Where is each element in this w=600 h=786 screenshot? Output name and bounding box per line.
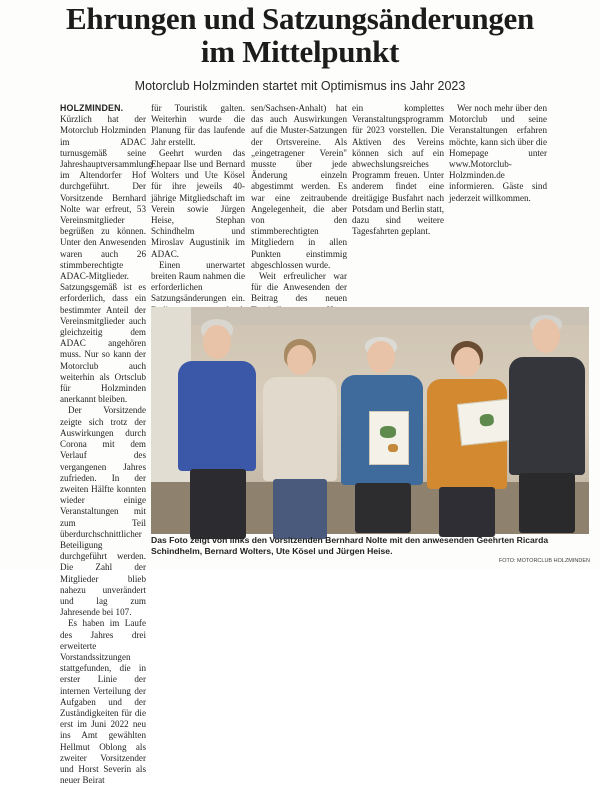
column-4	[352, 103, 444, 303]
column-5	[449, 103, 547, 303]
column-3-para-2: Weit erfreulicher war für die Anwesenden der Beitrag des neuen	[251, 271, 347, 304]
certificate-1	[369, 411, 409, 465]
subheadline: Motorclub Holzminden startet mit Optimismus ins Jahr 2023	[134, 79, 466, 93]
column-1	[60, 103, 153, 786]
column-3	[251, 103, 347, 303]
column-2-para-2: Geehrt wurden das Ehepaar Ilse und Bernard Wolters und Ute Kösel für ihre jeweils 40-jährige Mitgliedschaft im Verein sowie Jürgen Heise, Stephan Schindhelm und Miroslav Augustinik im ADAC.	[151, 147, 245, 259]
column-1-text-1: Kürzlich hat der Motorclub Holzminden im ADAC turnusgemäß seine Jahreshauptversammlung im Altendorfer Hof durchgeführt. Der Vorsitzende Bernhard Nolte war erfreut, 53 Vereinsmitglieder begrüßen zu können. Unter den Anwesenden waren auch 26 stimmberechtigte ADAC-Mitglieder. Satzungsgemäß ist es erforderlich, dass ein bestimmter Anteil der Vereinsmitglieder auch gleichzeitig dem ADAC angehören muss. Nur so kann der Motorclub auch weiterhin als Ortsclub für Holzminden anerkannt bleiben.	[60, 114, 153, 405]
headline-line-2: im Mittelpunkt	[200, 34, 400, 69]
column-2	[151, 103, 245, 303]
column-1-para-1	[60, 103, 153, 405]
column-4-para-1: ein komplettes Veranstaltungsprogramm für 2023 vorstellen. Die Aktiven des Vereins können sich auf ein abwechslungsreiches Programm freuen. Unter anderem findet eine dreitägige Busfahrt nach Potsdam und Berlin statt, dazu sind weitere Tagesfahrten geplant.	[352, 103, 444, 237]
headline	[0, 2, 600, 68]
column-2-para-3: Einen unerwartet breiten Raum nahmen die erforderlichen Satzungsänderungen ein.	[151, 259, 245, 304]
group-photo	[151, 307, 589, 534]
column-3-para-1: sen/Sachsen-Anhalt) hat das auch Auswirkungen auf die Muster-Satzungen der Ortsvereine. Als „eingetragener Verein" musste über jede Änderung einzeln abgestimmt werden. Es war eine zeitraubende Angelegenheit, die aber von den stimmberechtigten Mitgliedern in allen Punkten einstimmig abgeschlossen wurde.	[251, 103, 347, 270]
photo-caption: Das Foto zeigt von links den Vorsitzenden Bernhard Nolte mit den anwesenden Geehrten Ricarda Schindhelm, Bernard Wolters, Ute Kösel und Jürgen Heise.	[151, 535, 549, 556]
column-2-para-1: für Touristik galten. Weiterhin wurde die Planung für das laufende Jahr erstellt.	[151, 103, 245, 147]
column-1-para-3: Es haben im Laufe des Jahres drei erweiterte Vorstandssitzungen stattgefunden, die in erster Linie der internen Verteilung der Aufgaben und der Zuständigkeiten für die erst im Juni 2022 neu ins Amt gewählten Hellmut Oblong als zweiter Vorsitzender und Horst Severin als neuer Beirat	[60, 618, 146, 786]
column-1-para-2: Der Vorsitzende zeigte sich trotz der Auswirkungen durch Corona mit dem Verlauf des vergangenen Jahres zufrieden. In der zweiten Hälfte konnten wieder einige Veranstaltungen mit zum Teil überdurchschnittlicher Beteiligung durchgeführt werden. Die Zahl der Mitglieder blieb nahezu unverändert und lag zum Jahresende bei 107.	[60, 405, 146, 618]
photo-credit: FOTO: MOTORCLUB HOLZMINDEN	[498, 558, 590, 564]
dateline: HOLZMINDEN.	[60, 103, 124, 113]
column-5-para-2: Wer noch mehr über den Motorclub und seine Veranstaltungen erfahren möchte, kann sich über die Homepage unter www.Motorclub-Holzminden.de informieren. Gäste sind jederzeit willkommen.	[449, 103, 547, 203]
headline-line-1: Ehrungen und Satzungsänderungen	[66, 1, 534, 36]
